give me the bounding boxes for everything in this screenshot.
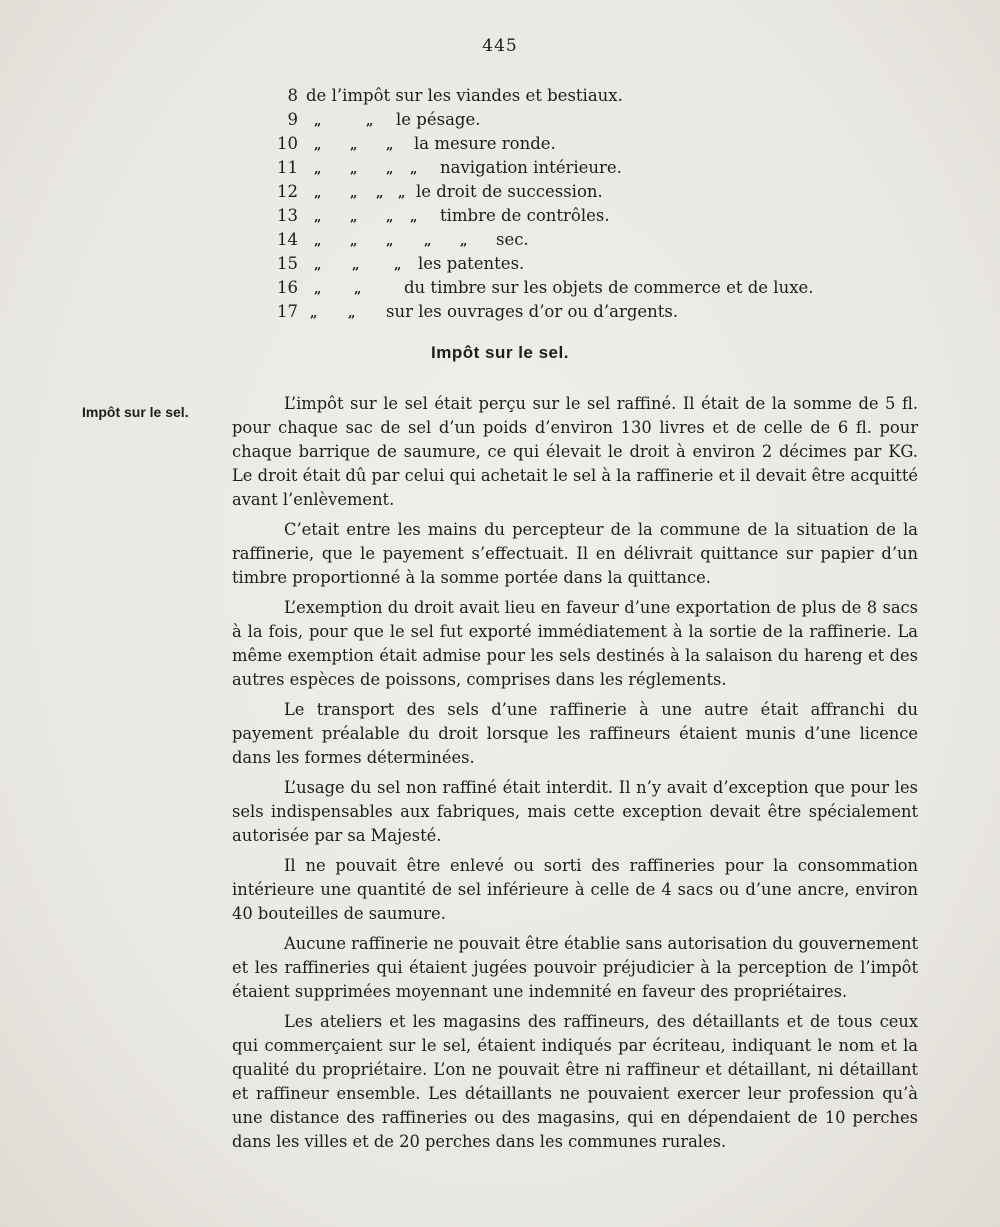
ditto-mark: „: [314, 138, 322, 153]
ditto-mark: „: [350, 210, 358, 225]
section-title: Impôt sur le sel.: [431, 343, 569, 362]
list-item: [274, 156, 834, 180]
ditto-mark: „: [350, 138, 358, 153]
paragraph: L’impôt sur le sel était perçu sur le sel raffiné. Il était de la somme de 5 fl. pour chaque sac de sel d’un poids d’environ 130 livres et de celle de 6 fl. pour chaque barrique de saumure, ce qui élevait le droit à environ 2 décimes par KG. Le droit était dû par celui qui achetait le sel à la raffinerie et il devait être acquitté avant l’enlèvement.: [232, 394, 918, 509]
ditto-mark: „: [398, 186, 406, 201]
ditto-mark: „: [314, 258, 322, 273]
list-item-text: le droit de succession.: [416, 182, 603, 201]
body-text: [232, 392, 918, 1160]
paragraph: L’usage du sel non raffiné était interdit. Il n’y avait d’exception que pour les sels indispensables aux fabriques, mais cette exception devait être spécialement autorisée par sa Majesté.: [232, 778, 918, 845]
list-item-text: le pésage.: [396, 110, 481, 129]
list-item-text: de l’impôt sur les viandes et bestiaux.: [306, 86, 623, 105]
ditto-mark: „: [350, 234, 358, 249]
list-item-text: timbre de contrôles.: [440, 206, 610, 225]
ditto-mark: „: [410, 210, 418, 225]
ditto-mark: „: [352, 258, 360, 273]
list-item: [274, 228, 834, 252]
ditto-mark: „: [314, 282, 322, 297]
ditto-mark: „: [314, 186, 322, 201]
ditto-mark: „: [366, 114, 374, 129]
list-item-number: 16: [277, 278, 298, 297]
margin-note: Impôt sur le sel.: [82, 404, 189, 420]
list-item-text: sur les ouvrages d’or ou d’argents.: [386, 302, 679, 321]
list-item-number: 14: [277, 230, 298, 249]
paragraph: Il ne pouvait être enlevé ou sorti des raffineries pour la consommation intérieure une quantité de sel inférieure à celle de 4 sacs ou d’une ancre, environ 40 bouteilles de saumure.: [232, 856, 918, 923]
ditto-mark: „: [376, 186, 384, 201]
ditto-mark: „: [314, 162, 322, 177]
list-item: [274, 84, 834, 108]
ditto-mark: „: [314, 114, 322, 129]
list-item-number: 15: [277, 254, 298, 273]
ditto-mark: „: [310, 306, 318, 321]
ditto-mark: „: [410, 162, 418, 177]
page-number: 445: [482, 36, 518, 56]
list-item-number: 10: [277, 134, 298, 153]
list-item: [274, 204, 834, 228]
ditto-mark: „: [386, 210, 394, 225]
list-item-text: la mesure ronde.: [414, 134, 556, 153]
list-item-text: du timbre sur les objets de commerce et de luxe.: [404, 278, 814, 297]
paragraph: Les ateliers et les magasins des raffineurs, des détaillants et de tous ceux qui commerçaient sur le sel, étaient indiqués par écriteau, indiquant le nom et la qualité du propriétaire. L’on ne pouvait être ni raffineur et détaillant, ni détaillant et raffineur ensemble. Les détaillants ne pouvaient exercer leur profession qu’à une distance des raffineries ou des magasins, qui en dépendaient de 10 perches dans les villes et de 20 perches dans les communes rurales.: [232, 1012, 918, 1151]
ditto-mark: „: [460, 234, 468, 249]
list-item: [274, 252, 834, 276]
list-item-number: 8: [287, 86, 298, 105]
ditto-mark: „: [314, 234, 322, 249]
ditto-mark: „: [424, 234, 432, 249]
list-item-number: 9: [287, 110, 298, 129]
list-item-text: les patentes.: [418, 254, 525, 273]
paragraph: L’exemption du droit avait lieu en faveur d’une exportation de plus de 8 sacs à la fois, pour que le sel fut exporté immédiatement à la sortie de la raffinerie. La même exemption était admise pour les sels destinés à la salaison du hareng et des autres espèces de poissons, comprises dans les réglements.: [232, 598, 918, 689]
list-item: [274, 180, 834, 204]
ditto-mark: „: [350, 162, 358, 177]
ditto-mark: „: [314, 210, 322, 225]
list-item: [274, 276, 834, 300]
paragraph: C’etait entre les mains du percepteur de la commune de la situation de la raffinerie, que le payement s’effectuait. Il en délivrait quittance sur papier d’un timbre proportionné à la somme portée dans la quittance.: [232, 520, 918, 587]
list-item: [274, 300, 834, 324]
ditto-mark: „: [386, 162, 394, 177]
paragraph: Aucune raffinerie ne pouvait être établie sans autorisation du gouvernement et les raffineries qui étaient jugées pouvoir préjudicier à la perception de l’impôt étaient supprimées moyennant une indemnité en faveur des propriétaires.: [232, 934, 918, 1001]
list-item-number: 12: [277, 182, 298, 201]
ditto-mark: „: [386, 138, 394, 153]
ditto-mark: „: [394, 258, 402, 273]
list-item-number: 13: [277, 206, 298, 225]
ditto-mark: „: [350, 186, 358, 201]
list-item-text: navigation intérieure.: [440, 158, 622, 177]
list-item: [274, 132, 834, 156]
list-item-number: 11: [277, 158, 298, 177]
list-item-text: sec.: [496, 230, 529, 249]
list-item: [274, 108, 834, 132]
ditto-mark: „: [348, 306, 356, 321]
list-item-number: 17: [277, 302, 298, 321]
paragraph: Le transport des sels d’une raffinerie à une autre était affranchi du payement préalable du droit lorsque les raffineurs étaient munis d’une licence dans les formes déterminées.: [232, 700, 918, 767]
ditto-mark: „: [386, 234, 394, 249]
tax-list: [274, 84, 834, 324]
ditto-mark: „: [354, 282, 362, 297]
